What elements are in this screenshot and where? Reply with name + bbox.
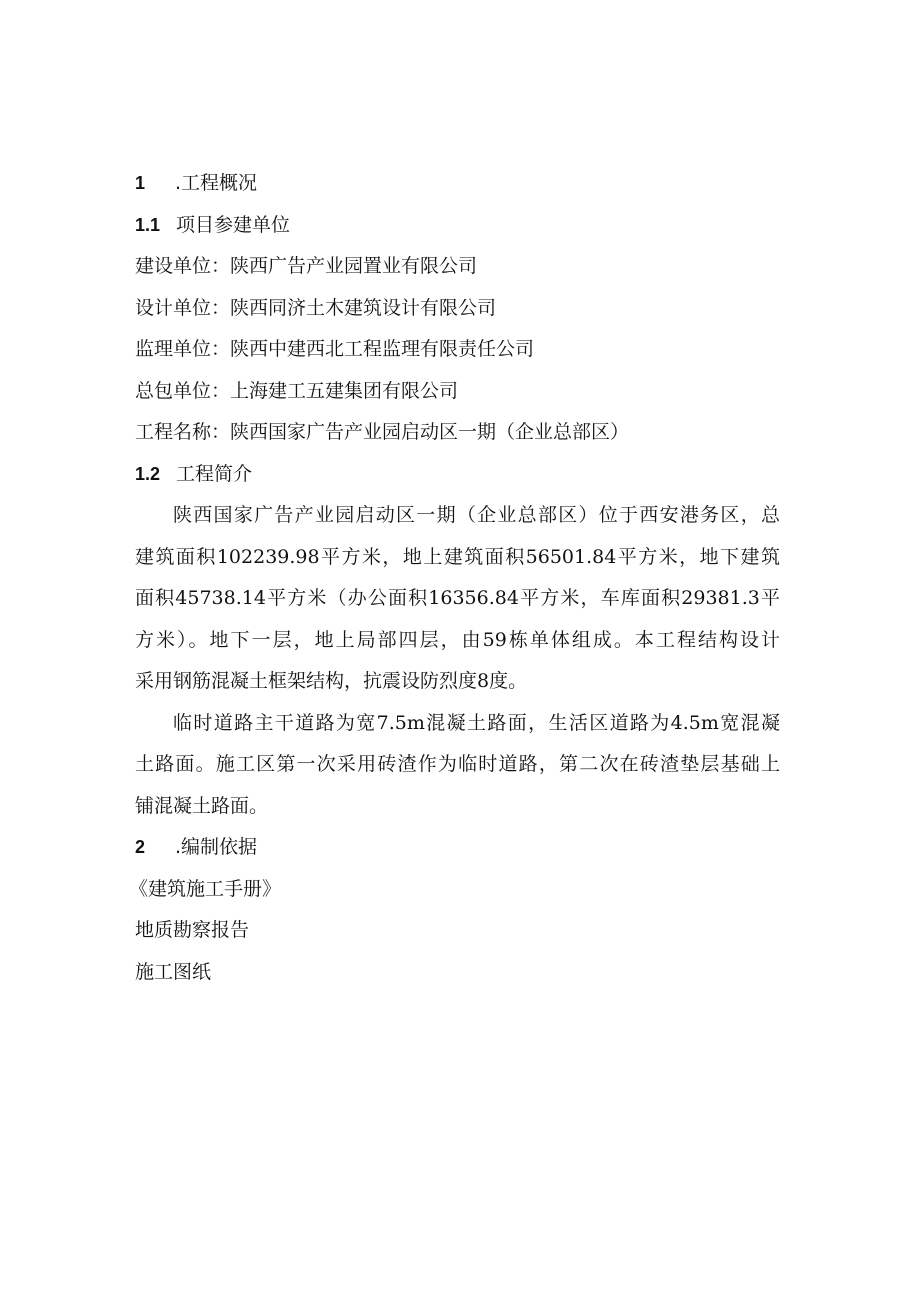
unit-line-owner: 建设单位：陕西广告产业园置业有限公司 [135,255,478,277]
reference-item: 施工图纸 [135,960,212,983]
section-heading-1 [135,163,780,205]
unit-line-contractor: 总包单位：上海建工五建集团有限公司 [135,379,459,402]
section-number: 1.2 [135,463,161,484]
temporary-road-paragraph [135,703,780,828]
section-number: 1 [135,173,146,193]
section-title: 工程简介 [176,462,253,485]
unit-line-supervisor: 监理单位：陕西中建西北工程监理有限责任公司 [135,338,535,360]
section-title: .编制依据 [175,836,258,858]
paragraph-line: 建筑面积102239.98平方米，地上建筑面积56501.84平方米，地下建筑 [135,545,780,568]
unit-line-designer: 设计单位：陕西同济土木建筑设计有限公司 [135,296,497,319]
reference-item: 地质勘察报告 [135,919,250,941]
section-number: 2 [135,837,146,857]
paragraph-line: 面积45738.14平方米（办公面积16356.84平方米，车库面积29381.3平 [135,587,780,609]
paragraph-line: 采用钢筋混凝土框架结构，抗震设防烈度8度。 [135,670,528,692]
paragraph-line: 土路面。施工区第一次采用砖渣作为临时道路，第二次在砖渣垫层基础上 [135,753,780,775]
section-title: 项目参建单位 [176,213,291,236]
document-page [129,163,780,993]
project-intro-paragraph [135,495,780,703]
section-title: .工程概况 [175,172,258,194]
section-heading-1-1 [135,205,780,247]
paragraph-line: 临时道路主干道路为宽7.5m混凝土路面，生活区道路为4.5m宽混凝 [173,711,780,734]
paragraph-line: 陕西国家广告产业园启动区一期（企业总部区）位于西安港务区，总 [173,504,780,526]
section-heading-1-2 [135,454,780,496]
paragraph-line: 方米）。地下一层，地上局部四层，由59栋单体组成。本工程结构设计 [135,628,780,651]
reference-item: 《建筑施工手册》 [129,877,282,900]
unit-line-project-name: 工程名称：陕西国家广告产业园启动区一期（企业总部区） [135,421,630,443]
section-number: 1.1 [135,214,161,235]
paragraph-line: 铺混凝土路面。 [135,794,269,817]
section-heading-2 [135,827,780,869]
